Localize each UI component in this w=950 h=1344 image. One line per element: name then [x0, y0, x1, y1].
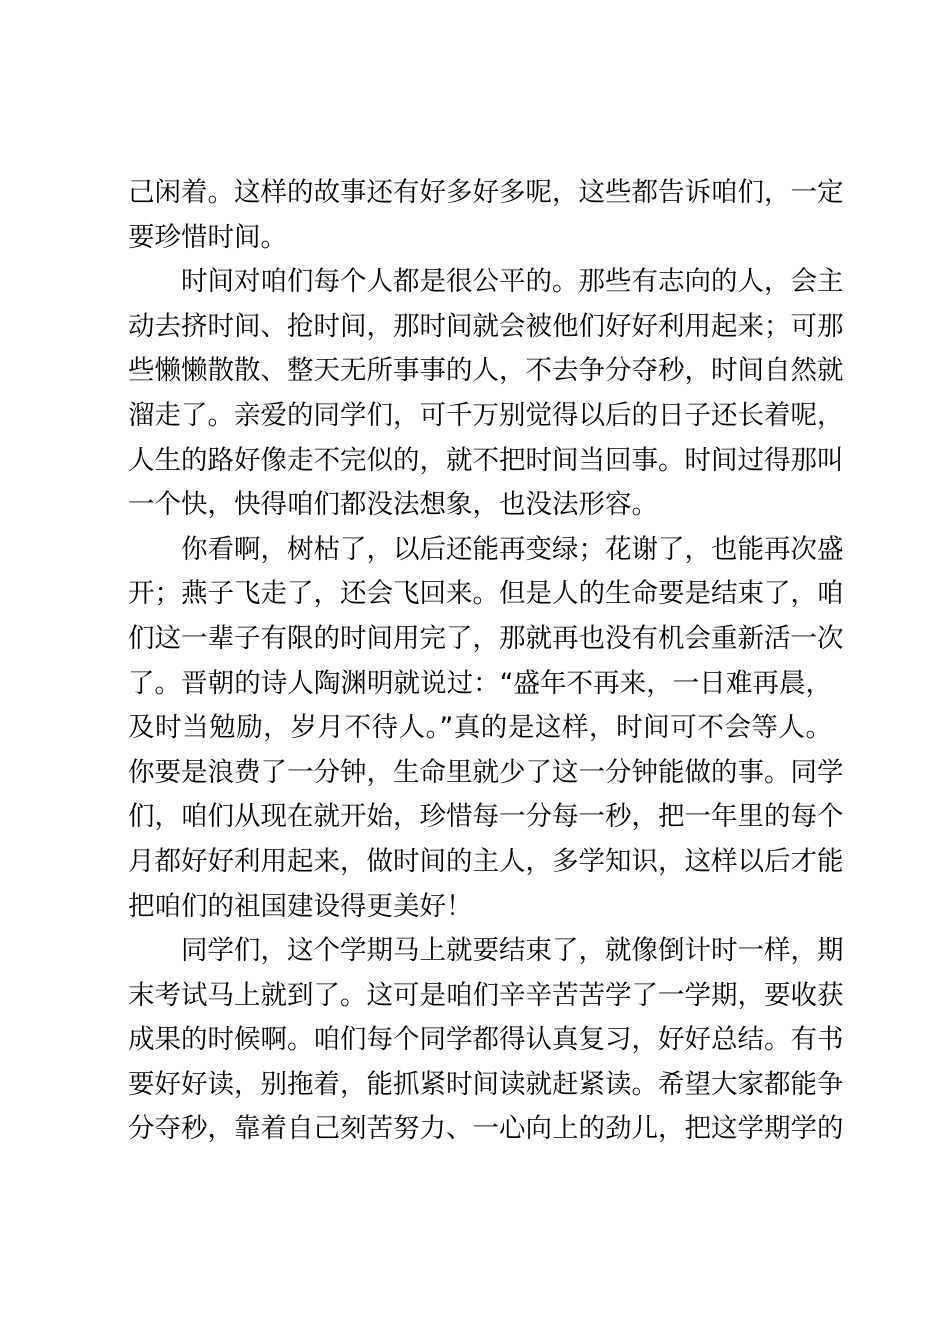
text-line: 要珍惜时间。 [128, 221, 287, 253]
paragraph-first-line: 时间对咱们每个人都是很公平的。那些有志向的人，会主 [181, 266, 844, 298]
text-line: 了。晋朝的诗人陶渊明就说过：“盛年不再来，一日难再晨， [128, 667, 832, 699]
text-line: 人生的路好像走不完似的，就不把时间当回事。时间过得那叫 [128, 444, 844, 476]
text-line: 们这一辈子有限的时间用完了，那就再也没有机会重新活一次 [128, 622, 844, 654]
text-line: 动去挤时间、抢时间，那时间就会被他们好好利用起来；可那 [128, 310, 844, 342]
body-text [128, 171, 844, 1152]
text-line: 及时当勉励，岁月不待人。”真的是这样，时间可不会等人。 [128, 712, 832, 744]
text-line: 你要是浪费了一分钟，生命里就少了这一分钟能做的事。同学 [128, 756, 844, 788]
text-line: 些懒懒散散、整天无所事事的人，不去争分夺秒，时间自然就 [128, 355, 844, 387]
text-line: 己闲着。这样的故事还有好多好多呢，这些都告诉咱们，一定 [128, 177, 844, 208]
text-line: 月都好好利用起来，做时间的主人，多学知识，这样以后才能 [128, 845, 844, 877]
text-line: 一个快，快得咱们都没法想象，也没法形容。 [128, 489, 658, 521]
text-line: 把咱们的祖国建设得更美好！ [128, 890, 473, 922]
text-line: 末考试马上就到了。这可是咱们辛辛苦苦学了一学期，要收获 [128, 979, 844, 1011]
text-line: 们，咱们从现在就开始，珍惜每一分每一秒，把一年里的每个 [128, 801, 844, 833]
text-line: 分夺秒，靠着自己刻苦努力、一心向上的劲儿，把这学期学的 [128, 1113, 844, 1145]
text-line: 开；燕子飞走了，还会飞回来。但是人的生命要是结束了，咱 [128, 578, 844, 610]
text-line: 成果的时候啊。咱们每个同学都得认真复习，好好总结。有书 [128, 1024, 844, 1056]
paragraph-first-line: 你看啊，树枯了，以后还能再变绿；花谢了，也能再次盛 [181, 533, 844, 565]
paragraph-first-line: 同学们，这个学期马上就要结束了，就像倒计时一样，期 [181, 935, 844, 967]
text-line: 溜走了。亲爱的同学们，可千万别觉得以后的日子还长着呢， [128, 399, 844, 431]
text-line: 要好好读，别拖着，能抓紧时间读就赶紧读。希望大家都能争 [128, 1068, 844, 1100]
